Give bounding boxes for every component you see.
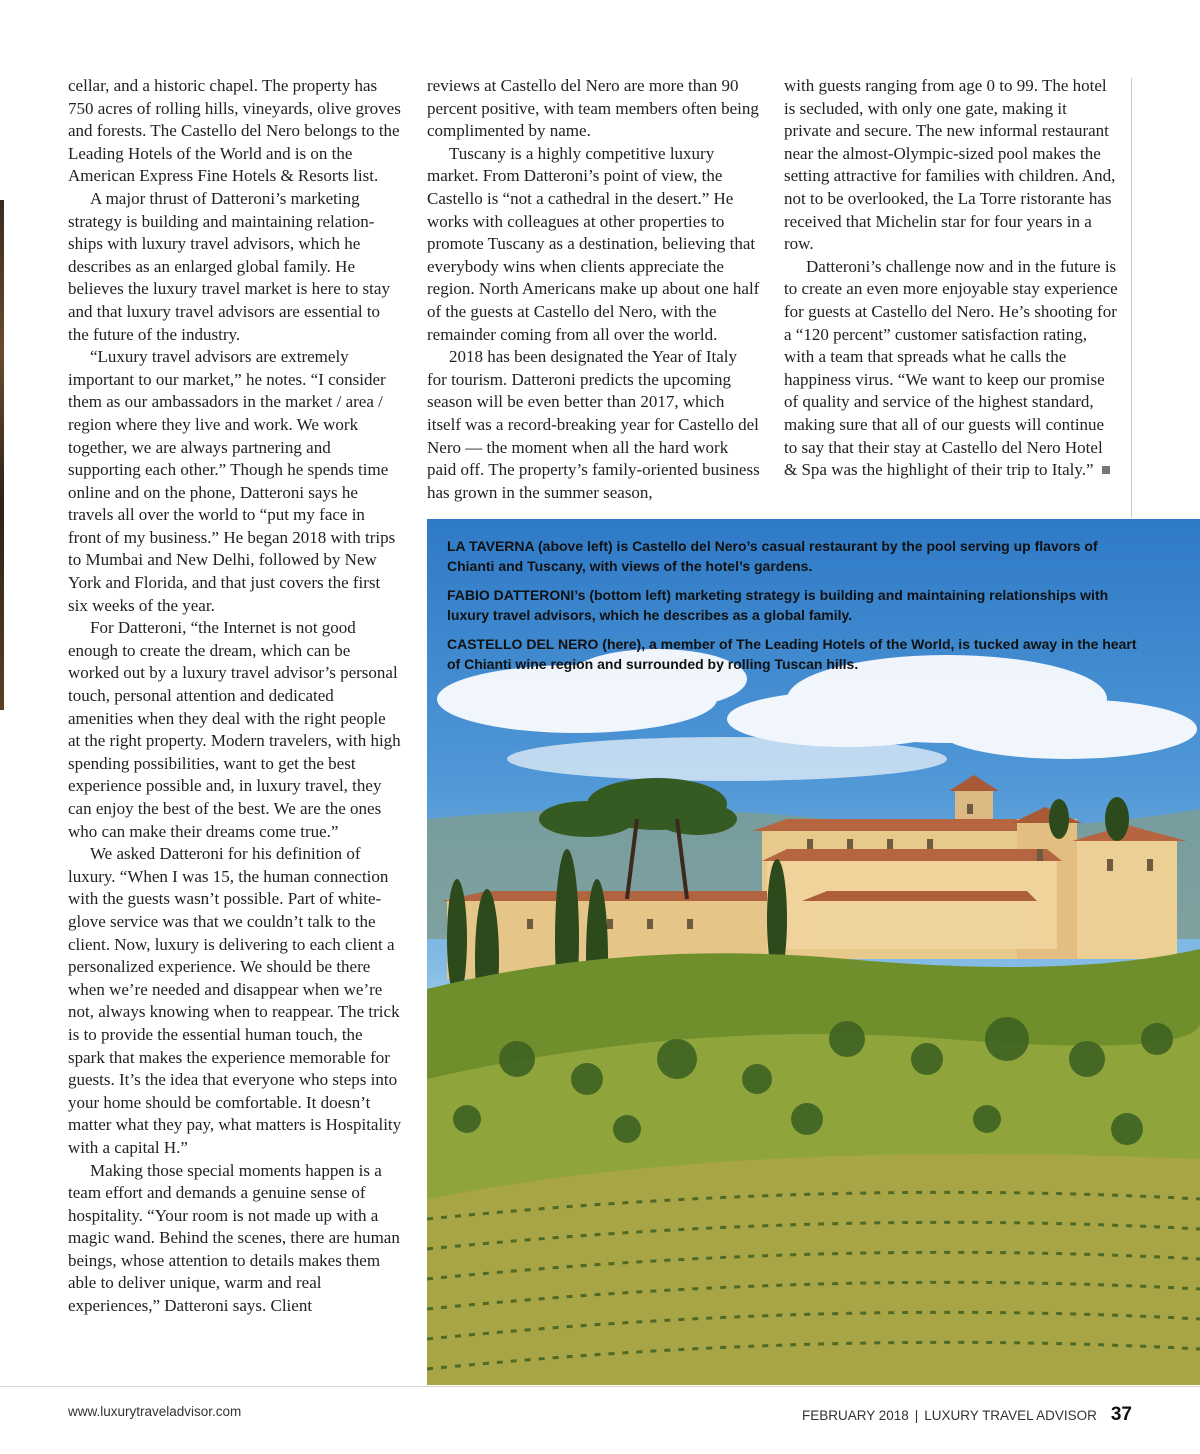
- paragraph: “Luxury travel advisors are extremely important to our market,” he notes. “I consider them as our ambassadors in the market / area / region where they live and work. We work together, we are always partnering and supporting each other.” Though he spends time online and on the phone, Datteroni says he travels all over the world to “put my face in front of my business.” He began 2018 with trips to Mumbai and New Delhi, followed by New York and Florida, and that just covers the first six weeks of the year.: [68, 347, 396, 615]
- closing-paragraph-text: Datteroni’s challenge now and in the future is to create an even more enjoyable stay experience for guests at Castello del Nero. He’s shooting for a “120 percent” customer satisfaction rating, with a team that spreads what he calls the happiness virus. “We want to keep our promise of quality and service of the highest standard, making sure that all of our guests will continue to say that their stay at Castello del Nero Hotel & Spa was the highlight of their trip to Italy.”: [784, 256, 1118, 480]
- paragraph: We asked Datteroni for his definition of luxury. “When I was 15, the human connection with the guests wasn’t possible. Part of white-glove service was that we couldn’t talk to the client. Now, luxury is delivering to each client a personalized experience. We should be there when we’re needed and disappear when we’re not, always knowing when to reappear. The trick is to provide the essential human touch, the spark that makes the experience memorable for guests. It’s the idea that everyone who steps into your home should be comfortable. It doesn’t matter what they pay, what matters is Hospitality with a capital H.”: [68, 844, 402, 1157]
- issue-date: FEBRUARY 2018: [801, 1408, 909, 1423]
- article-column-1: [68, 75, 402, 1318]
- castello-photo: [427, 519, 1200, 1385]
- previous-page-edge: [0, 200, 4, 710]
- footer-rule: [0, 1386, 1200, 1387]
- paragraph: cellar, and a historic chapel. The property has 750 acres of rolling hills, vineyards, olive groves and forests. The Castello del Nero belongs to the Leading Hotels of the World and is on the American Express Fine Hotels & Resorts list.: [68, 76, 401, 186]
- article-column-3: [784, 75, 1118, 482]
- footer-folio: [802, 1404, 1132, 1426]
- paragraph: A major thrust of Datteroni’s marketing strategy is building and maintaining relationships with luxury travel advisors, which he describes as an enlarged global family. He believes the luxury travel market is here to stay and that luxury travel advisors are essential to the future of the industry.: [68, 188, 390, 344]
- paragraph: Making those special moments happen is a team effort and demands a genuine sense of hospitality. “Your room is not made up with a magic wand. Behind the scenes, there are human beings, whose attention to details makes them able to deliver unique, warm and real experiences,” Datteroni says. Client: [68, 1160, 400, 1316]
- end-mark-icon: [1102, 466, 1110, 474]
- footer-url[interactable]: www.luxurytraveladvisor.com: [68, 1404, 242, 1419]
- page-number: 37: [1110, 1404, 1132, 1425]
- paragraph: For Datteroni, “the Internet is not good enough to create the dream, which can be worked out by a luxury travel advisor’s personal touch, personal attention and dedicated amenities when they deal with the right people at the right property. Modern travelers, with high spending possibilities, want to get the best experience possible and, in luxury travel, they can enjoy the best of the best. We are the ones who can make their dreams come true.”: [68, 618, 401, 841]
- photo-captions: [447, 537, 1147, 684]
- publication-name: LUXURY TRAVEL ADVISOR: [924, 1408, 1097, 1423]
- article-column-2: [427, 75, 761, 504]
- column-divider: [1131, 78, 1132, 518]
- caption-fabio-datteroni: FABIO DATTERONI’s (bottom left) marketing strategy is building and maintaining relationships with luxury travel advisors, which he describes as a global family.: [447, 587, 1109, 623]
- folio-separator: |: [914, 1408, 919, 1423]
- caption-la-taverna: LA TAVERNA (above left) is Castello del Nero’s casual restaurant by the pool serving up flavors of Chianti and Tuscany, with views of the hotel’s gardens.: [447, 538, 1098, 574]
- paragraph: 2018 has been designated the Year of Italy for tourism. Datteroni predicts the upcoming season will be even better than 2017, which itself was a record-breaking year for Castello del Nero — the moment when all the hard work paid off. The property’s family-oriented business has grown in the summer season,: [427, 347, 760, 502]
- paragraph: reviews at Castello del Nero are more than 90 percent positive, with team members often being complimented by name.: [427, 76, 759, 141]
- paragraph: Tuscany is a highly competitive luxury market. From Datteroni’s point of view, the Castello is “not a cathedral in the desert.” He works with colleagues at other properties to promote Tuscany as a destination, believing that everybody wins when clients appreciate the region. North Americans make up about one half of the guests at Castello del Nero, with the remainder coming from all over the world.: [427, 143, 760, 344]
- caption-castello-del-nero: CASTELLO DEL NERO (here), a member of The Leading Hotels of the World, is tucked away in the heart of Chianti wine region and surrounded by rolling Tuscan hills.: [447, 636, 1137, 672]
- paragraph: [784, 256, 1118, 482]
- paragraph: with guests ranging from age 0 to 99. The hotel is secluded, with only one gate, making it private and secure. The new informal restaurant near the almost-Olympic-sized pool makes the setting attractive for families with children. And, not to be overlooked, the La Torre ristorante has received that Michelin star for four years in a row.: [784, 76, 1116, 254]
